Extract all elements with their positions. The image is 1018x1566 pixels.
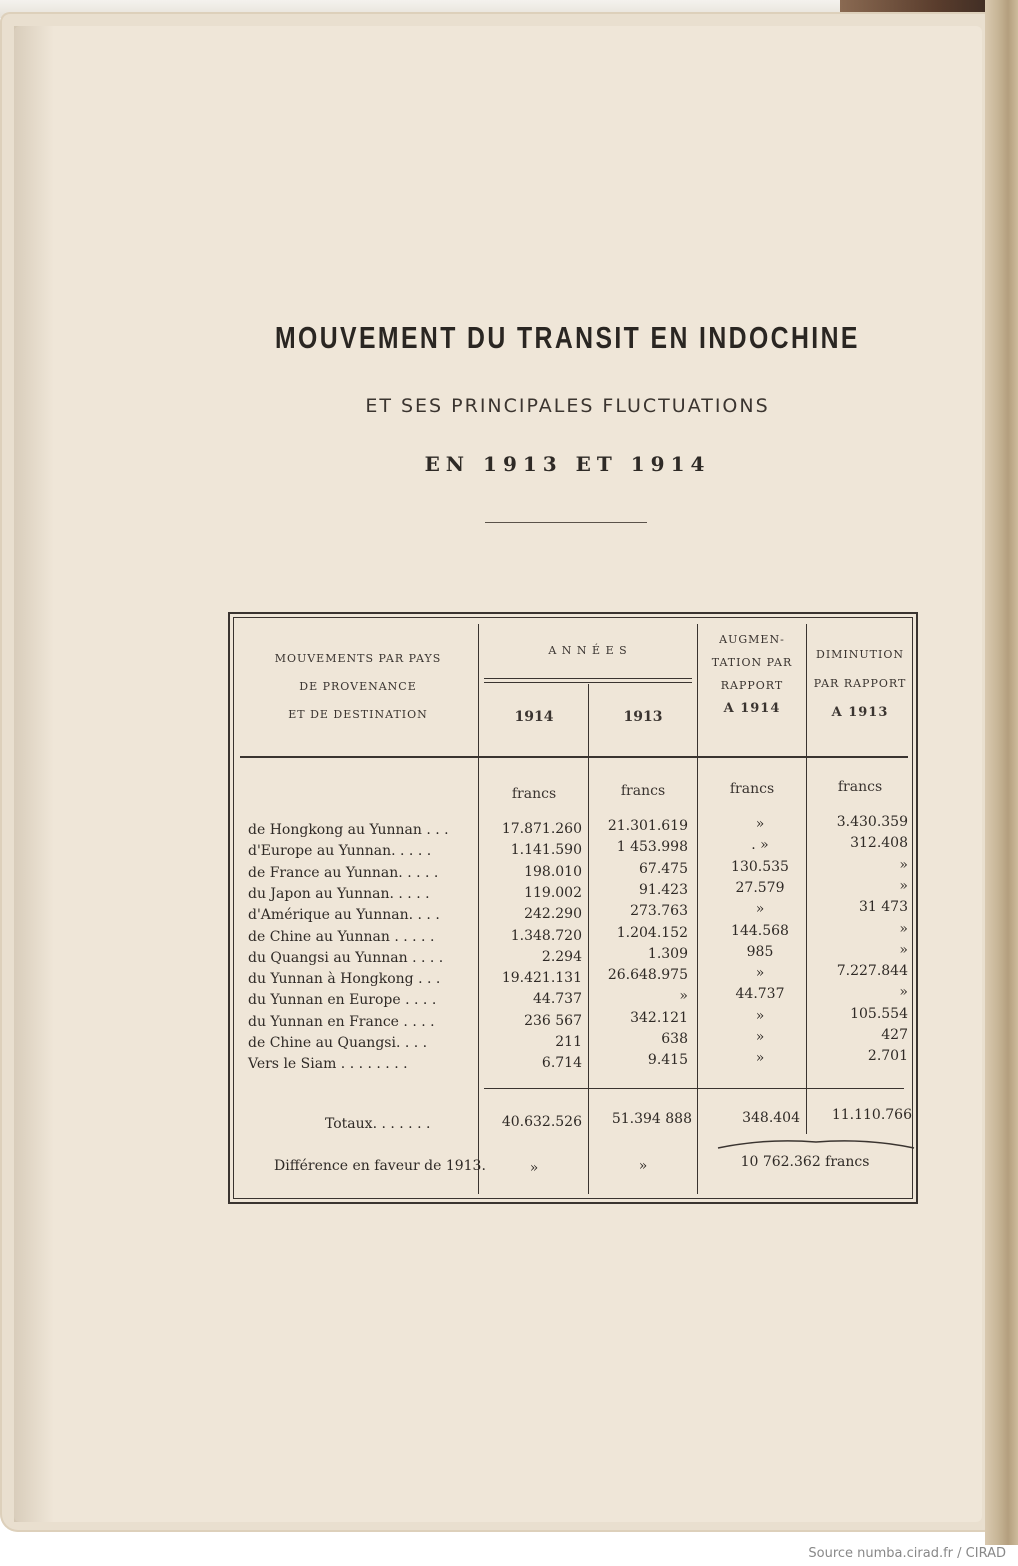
cell-diminution: » <box>899 878 908 894</box>
cell-1914: 17.871.260 <box>501 821 582 837</box>
cell-diminution: 7.227.844 <box>836 963 908 979</box>
cell-diminution: » <box>899 857 908 873</box>
header-movements-line: ET DE DESTINATION <box>288 708 428 721</box>
row-label: du Yunnan en France . . . . <box>248 1014 435 1030</box>
cell-augmentation: 144.568 <box>731 923 789 939</box>
header-years-group: A N N É E S <box>548 644 628 657</box>
row-label: du Quangsi au Yunnan . . . . <box>248 950 444 966</box>
cell-1913: 638 <box>661 1031 688 1047</box>
cell-1914: 1.141.590 <box>510 842 582 858</box>
cell-1914: 44.737 <box>533 991 582 1007</box>
unit-1914: francs <box>511 786 557 802</box>
book-spine <box>985 0 1018 1545</box>
years-group-rule <box>484 678 692 679</box>
column-divider <box>588 684 589 1194</box>
header-bottom-rule <box>240 756 908 758</box>
difference-1913: » <box>638 1158 648 1174</box>
totals-1914: 40.632.526 <box>501 1114 582 1130</box>
cell-1913: 21.301.619 <box>607 818 688 834</box>
page-subtitle: ET SES PRINCIPALES FLUCTUATIONS <box>365 395 770 417</box>
totals-augmentation: 348.404 <box>742 1110 800 1126</box>
cell-diminution: 105.554 <box>850 1006 908 1022</box>
years-heading: EN 1913 ET 1914 <box>424 452 711 476</box>
row-label: de France au Yunnan. . . . . <box>248 865 439 881</box>
row-label: de Chine au Yunnan . . . . . <box>248 929 435 945</box>
cell-diminution: » <box>899 942 908 958</box>
cell-1913: 67.475 <box>639 861 688 877</box>
cell-augmentation: 44.737 <box>735 986 785 1002</box>
cell-1914: 242.290 <box>524 906 582 922</box>
cell-1913: 26.648.975 <box>607 967 688 983</box>
totals-1913: 51.394 888 <box>611 1111 692 1127</box>
cell-diminution: 312.408 <box>850 835 908 851</box>
cell-1914: 1.348.720 <box>510 928 582 944</box>
header-augmentation-line: TATION PAR <box>711 656 793 669</box>
row-label: de Hongkong au Yunnan . . . <box>248 822 449 838</box>
cell-1913: 91.423 <box>639 882 688 898</box>
header-augmentation-line: AUGMEN- <box>719 633 785 646</box>
cell-diminution: » <box>899 921 908 937</box>
cell-1914: 6.714 <box>541 1055 582 1071</box>
header-diminution <box>808 640 912 727</box>
totals-label: Totaux. . . . . . . <box>325 1116 431 1132</box>
cell-diminution: » <box>899 984 908 1000</box>
cell-diminution: 3.430.359 <box>836 814 908 830</box>
cell-diminution: 31 473 <box>859 899 908 915</box>
header-movements-line: MOUVEMENTS PAR PAYS <box>274 652 442 665</box>
column-divider <box>478 624 479 1194</box>
cell-1914: 211 <box>555 1034 582 1050</box>
cell-1914: 236 567 <box>524 1013 582 1029</box>
unit-1913: francs <box>620 783 666 799</box>
cell-augmentation: » <box>755 901 765 917</box>
row-label: du Japon au Yunnan. . . . . <box>248 886 430 902</box>
cell-diminution: 2.701 <box>867 1048 908 1064</box>
totals-diminution: 11.110.766 <box>831 1107 912 1123</box>
cell-augmentation: 985 <box>746 944 774 960</box>
row-label: d'Europe au Yunnan. . . . . <box>248 843 432 859</box>
cell-1913: 273.763 <box>630 903 688 919</box>
cell-augmentation: 130.535 <box>731 859 789 875</box>
years-group-rule <box>484 682 692 683</box>
cell-augmentation: » <box>755 1029 765 1045</box>
difference-brace <box>716 1136 916 1150</box>
page-shadow <box>14 26 54 1522</box>
header-movements-line: DE PROVENANCE <box>299 680 417 693</box>
difference-1914: » <box>529 1160 539 1176</box>
difference-label: Différence en faveur de 1913. <box>274 1158 486 1174</box>
cell-augmentation: » <box>755 1008 765 1024</box>
cell-1913: 1.309 <box>647 946 688 962</box>
cell-1913: 9.415 <box>647 1052 688 1068</box>
cell-augmentation: » <box>755 1050 765 1066</box>
difference-value: 10 762.362 francs <box>740 1154 870 1170</box>
header-diminution-line: A 1913 <box>831 705 889 720</box>
header-year-1914: 1914 <box>514 709 554 725</box>
cell-augmentation: 27.579 <box>735 880 785 896</box>
cell-1913: 1 453.998 <box>616 839 688 855</box>
row-label: de Chine au Quangsi. . . . <box>248 1035 428 1051</box>
totals-rule <box>484 1088 904 1089</box>
row-label: d'Amérique au Yunnan. . . . <box>248 907 440 923</box>
cell-augmentation: . » <box>751 837 769 853</box>
header-augmentation-line: A 1914 <box>723 701 781 716</box>
cell-1913: » <box>679 988 688 1004</box>
cell-augmentation: » <box>755 816 765 832</box>
row-label: du Yunnan à Hongkong . . . <box>248 971 441 987</box>
header-augmentation <box>698 628 806 720</box>
header-movements <box>240 645 476 729</box>
cell-augmentation: » <box>755 965 765 981</box>
header-augmentation-line: RAPPORT <box>720 679 784 692</box>
unit-diminution: francs <box>837 779 883 795</box>
cell-1913: 1.204.152 <box>616 925 688 941</box>
header-diminution-line: DIMINUTION <box>816 648 904 661</box>
row-label: Vers le Siam . . . . . . . . <box>248 1056 408 1072</box>
unit-augmentation: francs <box>729 781 775 797</box>
cell-1914: 2.294 <box>541 949 582 965</box>
header-diminution-line: PAR RAPPORT <box>813 677 907 690</box>
source-credit: Source numba.cirad.fr / CIRAD <box>808 1546 1006 1561</box>
cell-diminution: 427 <box>881 1027 908 1043</box>
page-title: MOUVEMENT DU TRANSIT EN INDOCHINE <box>274 320 860 355</box>
cell-1914: 119.002 <box>524 885 582 901</box>
header-year-1913: 1913 <box>623 709 663 725</box>
cell-1914: 198.010 <box>524 864 582 880</box>
row-label: du Yunnan en Europe . . . . <box>248 992 437 1008</box>
title-divider <box>485 522 647 523</box>
cell-1914: 19.421.131 <box>501 970 582 986</box>
cell-1913: 342.121 <box>630 1010 688 1026</box>
